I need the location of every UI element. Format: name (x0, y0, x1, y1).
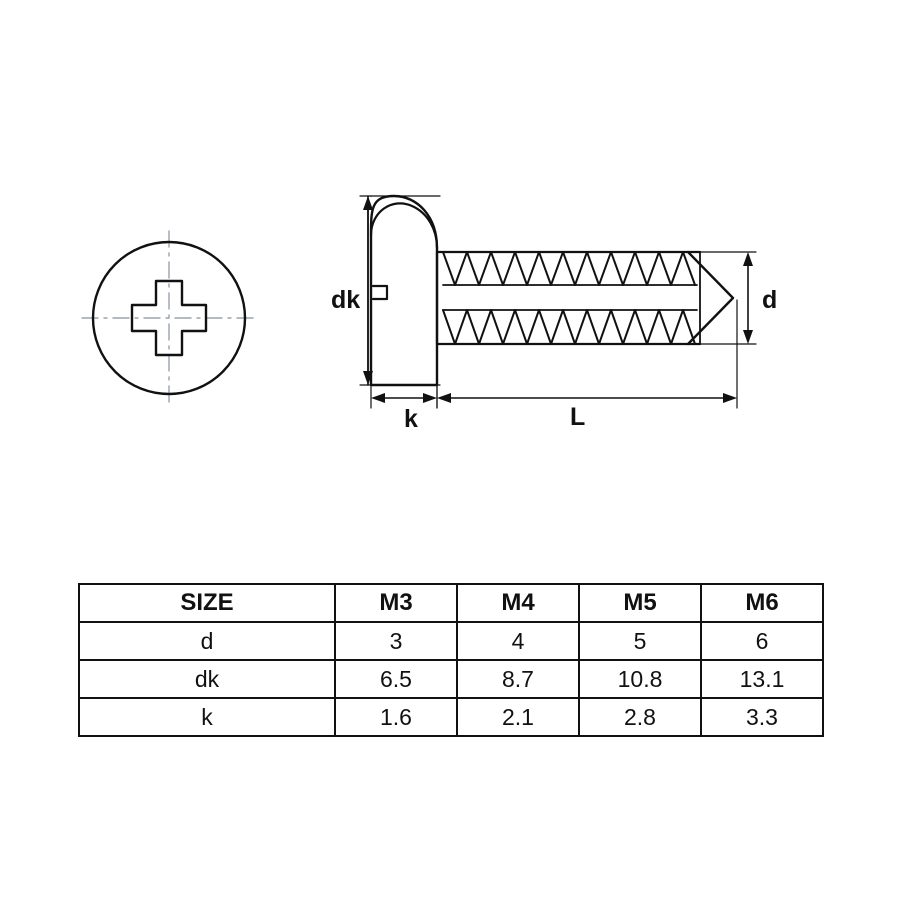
d-dimension (700, 252, 756, 344)
head-recess-notch (373, 286, 387, 299)
table-row (79, 622, 823, 660)
label-d: d (762, 286, 778, 314)
thread-profile-top (443, 252, 695, 285)
cell-k-m5: 2.8 (579, 698, 701, 736)
cell-d-m3: 3 (335, 622, 457, 660)
cell-dk-m5: 10.8 (579, 660, 701, 698)
cell-dk-m3: 6.5 (335, 660, 457, 698)
dimension-lines (360, 196, 756, 408)
size-table-container (78, 583, 822, 737)
L-dimension (437, 300, 737, 408)
cell-dk-m4: 8.7 (457, 660, 579, 698)
row-label-d: d (79, 622, 335, 660)
label-L: L (570, 403, 586, 431)
cell-d-m6: 6 (701, 622, 823, 660)
size-table (78, 583, 824, 737)
cell-k-m4: 2.1 (457, 698, 579, 736)
row-label-k: k (79, 698, 335, 736)
label-dk: dk (331, 286, 361, 314)
screw-point-taper (688, 252, 733, 344)
head-dome-arc (371, 203, 437, 248)
top-view-group (82, 231, 256, 405)
row-label-dk: dk (79, 660, 335, 698)
cell-d-m4: 4 (457, 622, 579, 660)
col-header-size: SIZE (79, 584, 335, 622)
side-view-group (371, 196, 733, 385)
col-header-m3: M3 (335, 584, 457, 622)
table-header-row (79, 584, 823, 622)
table-row (79, 660, 823, 698)
cell-d-m5: 5 (579, 622, 701, 660)
col-header-m6: M6 (701, 584, 823, 622)
truss-head-outline (371, 196, 437, 385)
col-header-m5: M5 (579, 584, 701, 622)
label-k: k (404, 405, 418, 433)
thread-profile-bottom (443, 310, 695, 344)
cell-dk-m6: 13.1 (701, 660, 823, 698)
table-row (79, 698, 823, 736)
cell-k-m3: 1.6 (335, 698, 457, 736)
cell-k-m6: 3.3 (701, 698, 823, 736)
col-header-m4: M4 (457, 584, 579, 622)
